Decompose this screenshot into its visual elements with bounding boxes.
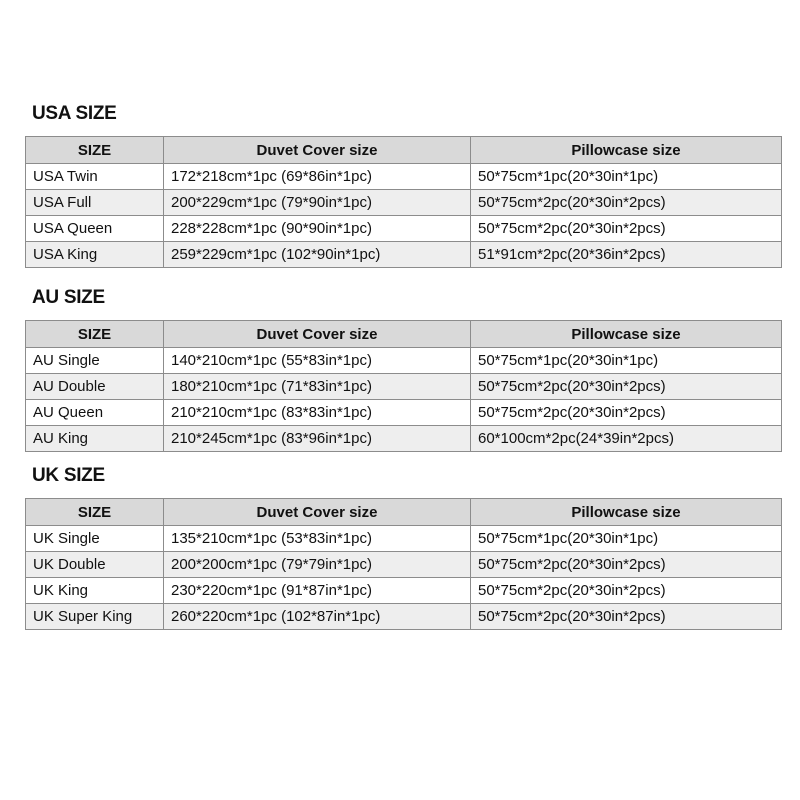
table-row xyxy=(26,426,782,452)
pillowcase-cell: 50*75cm*2pc(20*30in*2pcs) xyxy=(471,400,782,426)
pillowcase-cell: 50*75cm*1pc(20*30in*1pc) xyxy=(471,526,782,552)
duvet-cover-cell: 172*218cm*1pc (69*86in*1pc) xyxy=(164,164,471,190)
table-row xyxy=(26,242,782,268)
size-cell: AU King xyxy=(26,426,164,452)
usa-size-table xyxy=(25,136,782,268)
duvet-cover-column-header: Duvet Cover size xyxy=(164,137,471,164)
usa-size-title: USA SIZE xyxy=(32,103,117,124)
table-header-row xyxy=(26,321,782,348)
table-row xyxy=(26,374,782,400)
duvet-cover-cell: 210*210cm*1pc (83*83in*1pc) xyxy=(164,400,471,426)
table-row xyxy=(26,604,782,630)
duvet-cover-column-header: Duvet Cover size xyxy=(164,499,471,526)
pillowcase-cell: 60*100cm*2pc(24*39in*2pcs) xyxy=(471,426,782,452)
pillowcase-cell: 50*75cm*1pc(20*30in*1pc) xyxy=(471,348,782,374)
duvet-cover-cell: 230*220cm*1pc (91*87in*1pc) xyxy=(164,578,471,604)
duvet-cover-cell: 140*210cm*1pc (55*83in*1pc) xyxy=(164,348,471,374)
size-column-header: SIZE xyxy=(26,321,164,348)
size-cell: AU Queen xyxy=(26,400,164,426)
size-column-header: SIZE xyxy=(26,137,164,164)
duvet-cover-cell: 259*229cm*1pc (102*90in*1pc) xyxy=(164,242,471,268)
duvet-cover-cell: 210*245cm*1pc (83*96in*1pc) xyxy=(164,426,471,452)
au-size-title: AU SIZE xyxy=(32,287,105,308)
pillowcase-column-header: Pillowcase size xyxy=(471,137,782,164)
size-cell: AU Single xyxy=(26,348,164,374)
size-cell: UK Double xyxy=(26,552,164,578)
duvet-cover-cell: 260*220cm*1pc (102*87in*1pc) xyxy=(164,604,471,630)
table-row xyxy=(26,552,782,578)
uk-size-table xyxy=(25,498,782,630)
pillowcase-cell: 50*75cm*2pc(20*30in*2pcs) xyxy=(471,190,782,216)
size-cell: UK Super King xyxy=(26,604,164,630)
au-size-table xyxy=(25,320,782,452)
pillowcase-cell: 50*75cm*2pc(20*30in*2pcs) xyxy=(471,216,782,242)
table-row xyxy=(26,526,782,552)
uk-size-title: UK SIZE xyxy=(32,465,105,486)
duvet-cover-cell: 180*210cm*1pc (71*83in*1pc) xyxy=(164,374,471,400)
table-row xyxy=(26,190,782,216)
pillowcase-cell: 51*91cm*2pc(20*36in*2pcs) xyxy=(471,242,782,268)
table-row xyxy=(26,164,782,190)
pillowcase-column-header: Pillowcase size xyxy=(471,321,782,348)
size-cell: USA Full xyxy=(26,190,164,216)
pillowcase-cell: 50*75cm*2pc(20*30in*2pcs) xyxy=(471,552,782,578)
pillowcase-cell: 50*75cm*1pc(20*30in*1pc) xyxy=(471,164,782,190)
size-column-header: SIZE xyxy=(26,499,164,526)
pillowcase-column-header: Pillowcase size xyxy=(471,499,782,526)
table-row xyxy=(26,348,782,374)
table-row xyxy=(26,216,782,242)
size-cell: USA King xyxy=(26,242,164,268)
size-cell: UK Single xyxy=(26,526,164,552)
table-header-row xyxy=(26,137,782,164)
table-row xyxy=(26,578,782,604)
size-cell: AU Double xyxy=(26,374,164,400)
duvet-cover-cell: 135*210cm*1pc (53*83in*1pc) xyxy=(164,526,471,552)
size-cell: USA Twin xyxy=(26,164,164,190)
duvet-cover-column-header: Duvet Cover size xyxy=(164,321,471,348)
pillowcase-cell: 50*75cm*2pc(20*30in*2pcs) xyxy=(471,374,782,400)
table-header-row xyxy=(26,499,782,526)
duvet-cover-cell: 200*229cm*1pc (79*90in*1pc) xyxy=(164,190,471,216)
size-cell: USA Queen xyxy=(26,216,164,242)
pillowcase-cell: 50*75cm*2pc(20*30in*2pcs) xyxy=(471,604,782,630)
duvet-cover-cell: 228*228cm*1pc (90*90in*1pc) xyxy=(164,216,471,242)
size-cell: UK King xyxy=(26,578,164,604)
pillowcase-cell: 50*75cm*2pc(20*30in*2pcs) xyxy=(471,578,782,604)
duvet-cover-cell: 200*200cm*1pc (79*79in*1pc) xyxy=(164,552,471,578)
table-row xyxy=(26,400,782,426)
